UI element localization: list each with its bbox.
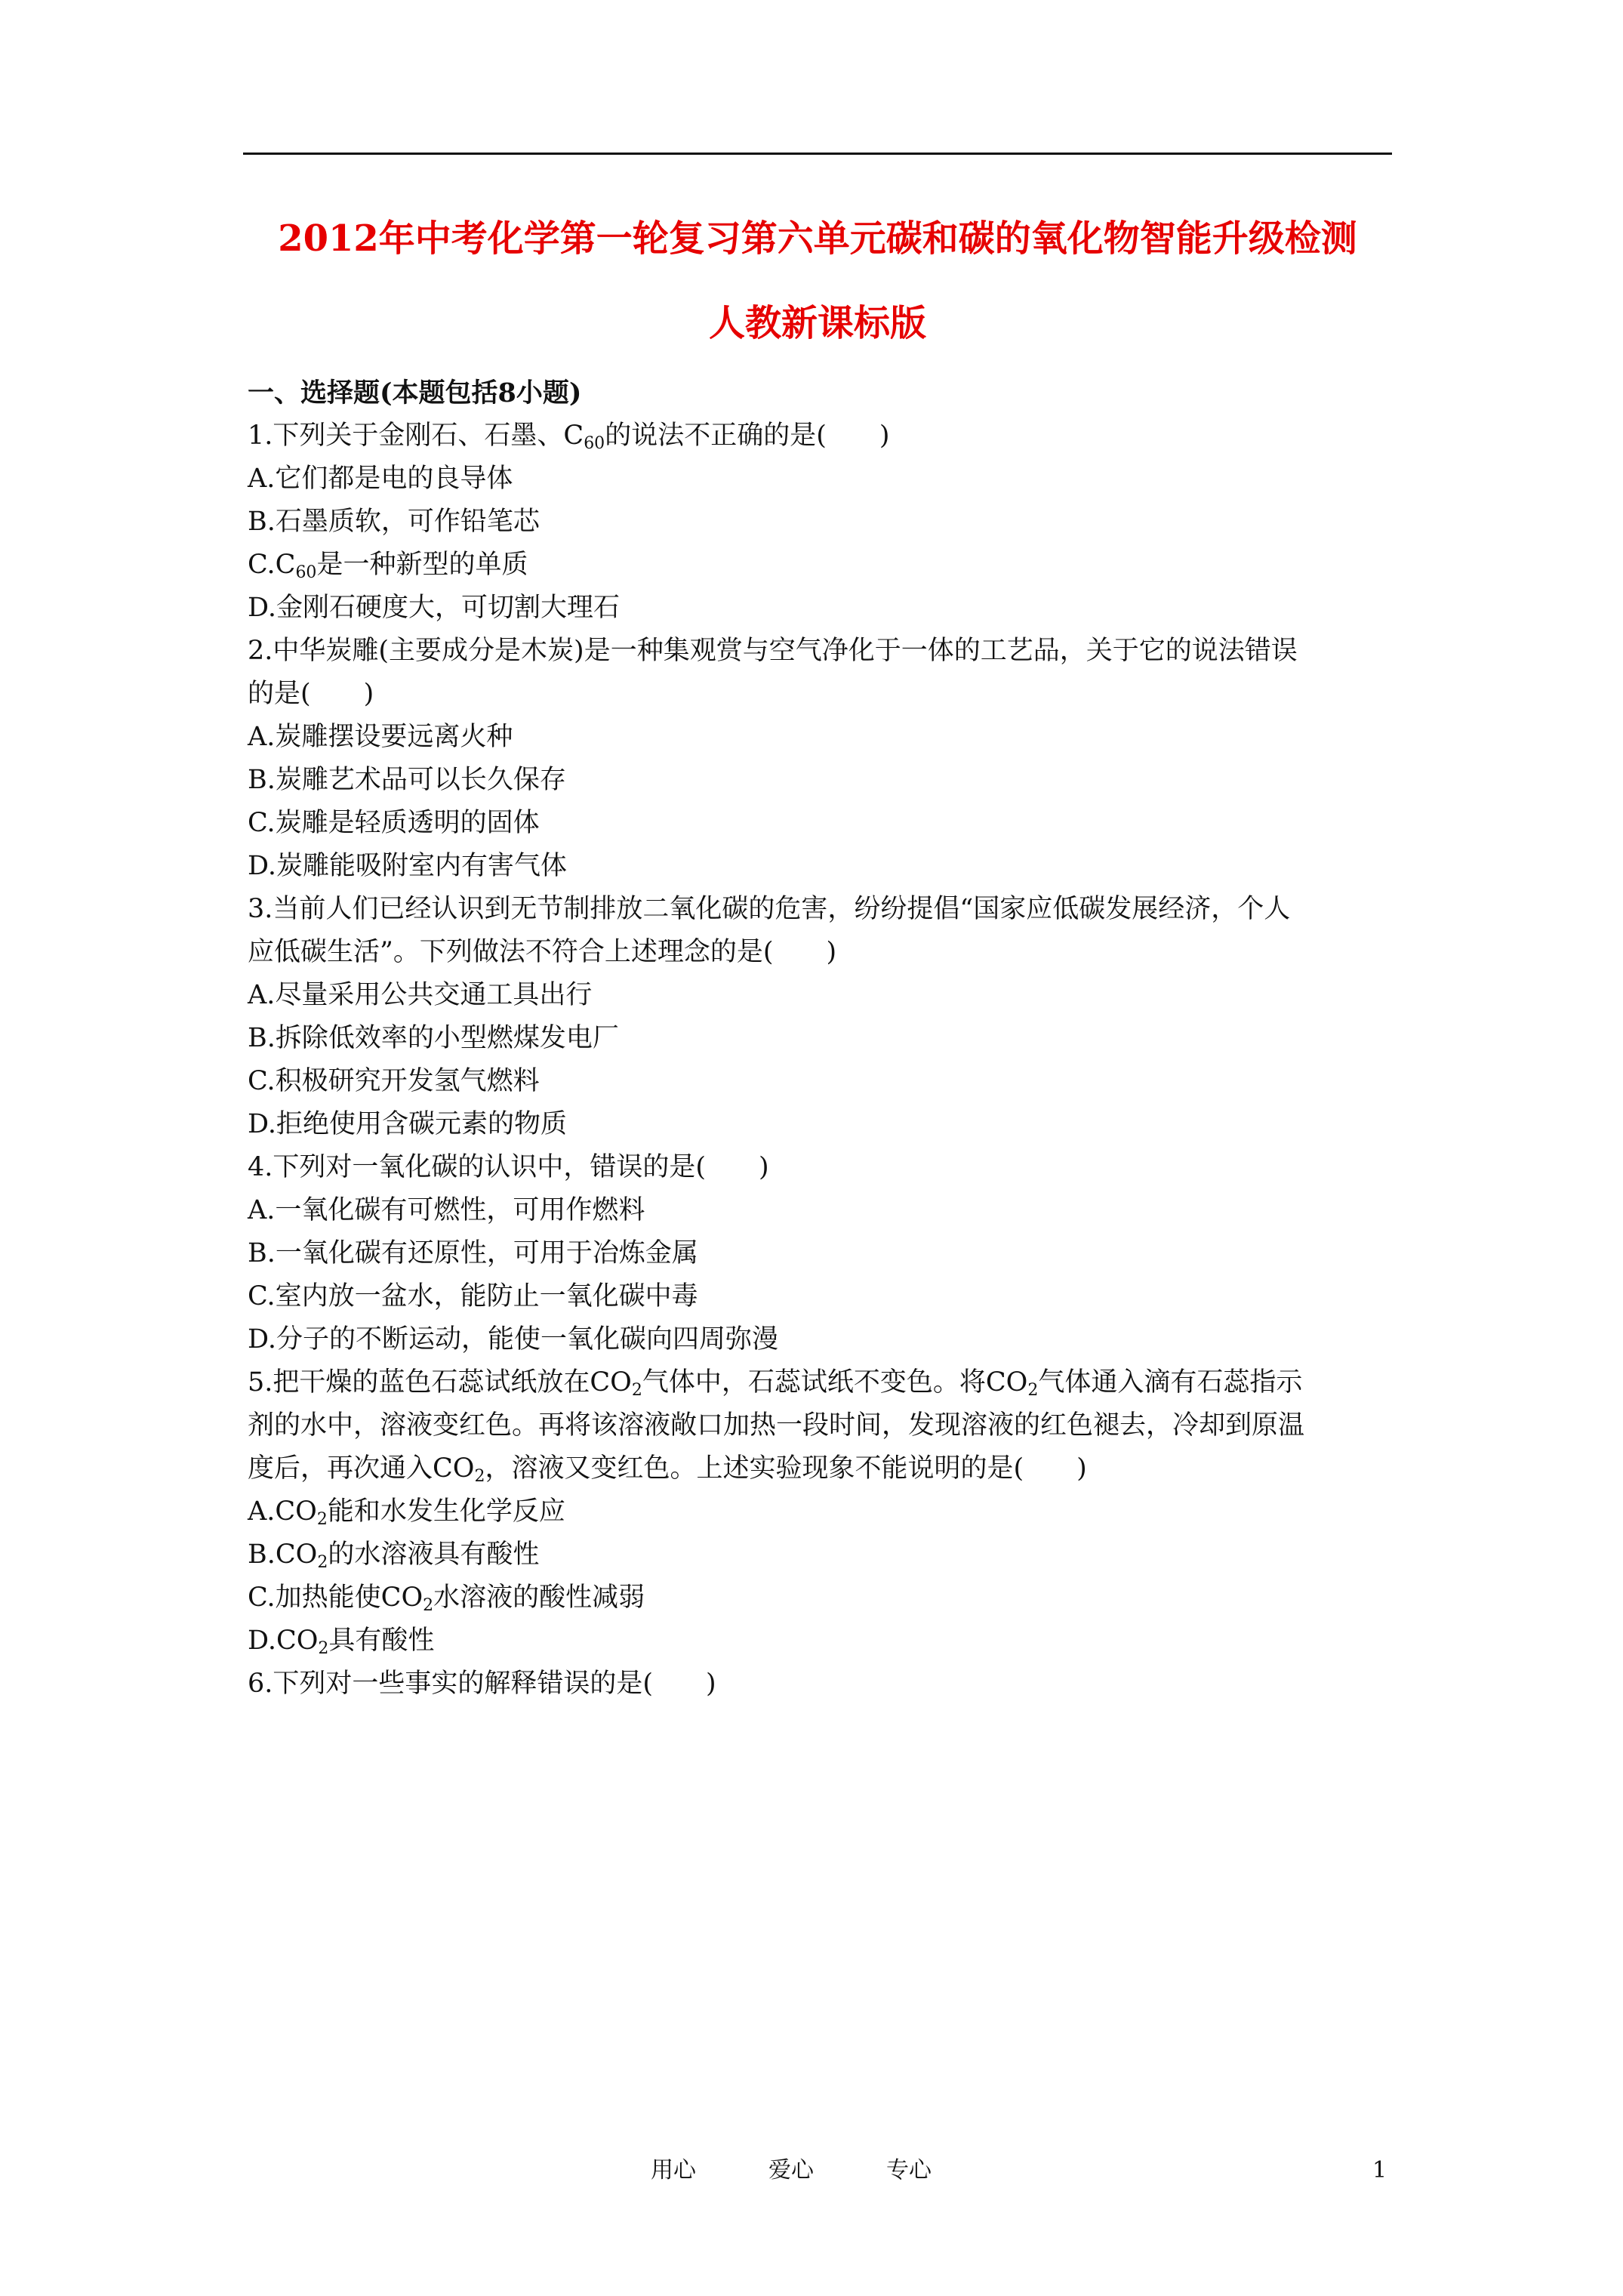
question-line: A.炭雕摆设要远离火种 (248, 722, 513, 752)
question-line: B.石墨质软，可作铅笔芯 (248, 507, 540, 537)
footer-motto-3: 专心 (886, 2157, 932, 2184)
page-footer (0, 2152, 1623, 2190)
question-line: D.拒绝使用含碳元素的物质 (248, 1109, 567, 1139)
question-line: A.它们都是电的良导体 (248, 464, 513, 494)
header-rule (243, 153, 1392, 155)
question-line: D.金刚石硬度大，可切割大理石 (248, 593, 620, 623)
question-line: 4.下列对一氧化碳的认识中，错误的是( ) (248, 1152, 769, 1182)
page-title: 2012年中考化学第一轮复习第六单元碳和碳的氧化物智能升级检测 (278, 217, 1357, 260)
question-line: 应低碳生活”。下列做法不符合上述理念的是( ) (248, 937, 837, 967)
question-line: 3.当前人们已经认识到无节制排放二氧化碳的危害，纷纷提倡“国家应低碳发展经济，个人 (248, 894, 1291, 924)
question-line: C.炭雕是轻质透明的固体 (248, 808, 540, 838)
question-line: 1.下列关于金刚石、石墨、$C_{60}$的说法不正确的是( ) (248, 421, 890, 453)
question-line: 6.下列对一些事实的解释错误的是( ) (248, 1669, 716, 1699)
section-heading: 一、选择题(本题包括8小题) (248, 378, 582, 408)
footer-motto-2: 爱心 (768, 2157, 814, 2184)
question-line: A.一氧化碳有可燃性，可用作燃料 (248, 1195, 645, 1225)
question-body (248, 371, 1392, 1706)
page-subtitle: 人教新课标版 (708, 302, 926, 344)
question-line: A.尽量采用公共交通工具出行 (248, 980, 593, 1010)
question-line: D.炭雕能吸附室内有害气体 (248, 851, 567, 881)
question-line: 5.把干燥的蓝色石蕊试纸放在$CO_2$气体中，石蕊试纸不变色。将$CO_2$气体通入滴有石蕊指示 (248, 1367, 1303, 1400)
question-line: C.加热能使$CO_2$水溶液的酸性减弱 (248, 1583, 645, 1615)
question-line: 的是( ) (248, 679, 374, 709)
question-line: $D.CO_2$具有酸性 (248, 1626, 435, 1658)
question-line: B.拆除低效率的小型燃煤发电厂 (248, 1023, 619, 1053)
question-line: C.室内放一盆水，能防止一氧化碳中毒 (248, 1281, 698, 1311)
question-line: B.一氧化碳有还原性，可用于冶炼金属 (248, 1238, 698, 1268)
question-line: D.分子的不断运动，能使一氧化碳向四周弥漫 (248, 1324, 778, 1354)
question-line: B.炭雕艺术品可以长久保存 (248, 765, 566, 795)
question-line: C.积极研究开发氢气燃料 (248, 1066, 540, 1096)
question-line: $B.CO_2$的水溶液具有酸性 (248, 1539, 540, 1572)
question-line: 2.中华炭雕(主要成分是木炭)是一种集观赏与空气净化于一体的工艺品，关于它的说法错误 (248, 636, 1298, 666)
question-line: $C.C_{60}$是一种新型的单质 (248, 550, 528, 582)
page-number: 1 (1372, 2157, 1387, 2184)
footer-motto-1: 用心 (651, 2157, 696, 2184)
question-lines (248, 415, 1392, 1706)
question-line: 剂的水中，溶液变红色。再将该溶液敞口加热一段时间，发现溶液的红色褪去，冷却到原温 (248, 1410, 1305, 1441)
question-line: $A.CO_2$能和水发生化学反应 (248, 1496, 565, 1529)
footer-motto (651, 2152, 1004, 2190)
question-line: 度后，再次通入$CO_2$，溶液又变红色。上述实验现象不能说明的是( ) (248, 1453, 1087, 1486)
